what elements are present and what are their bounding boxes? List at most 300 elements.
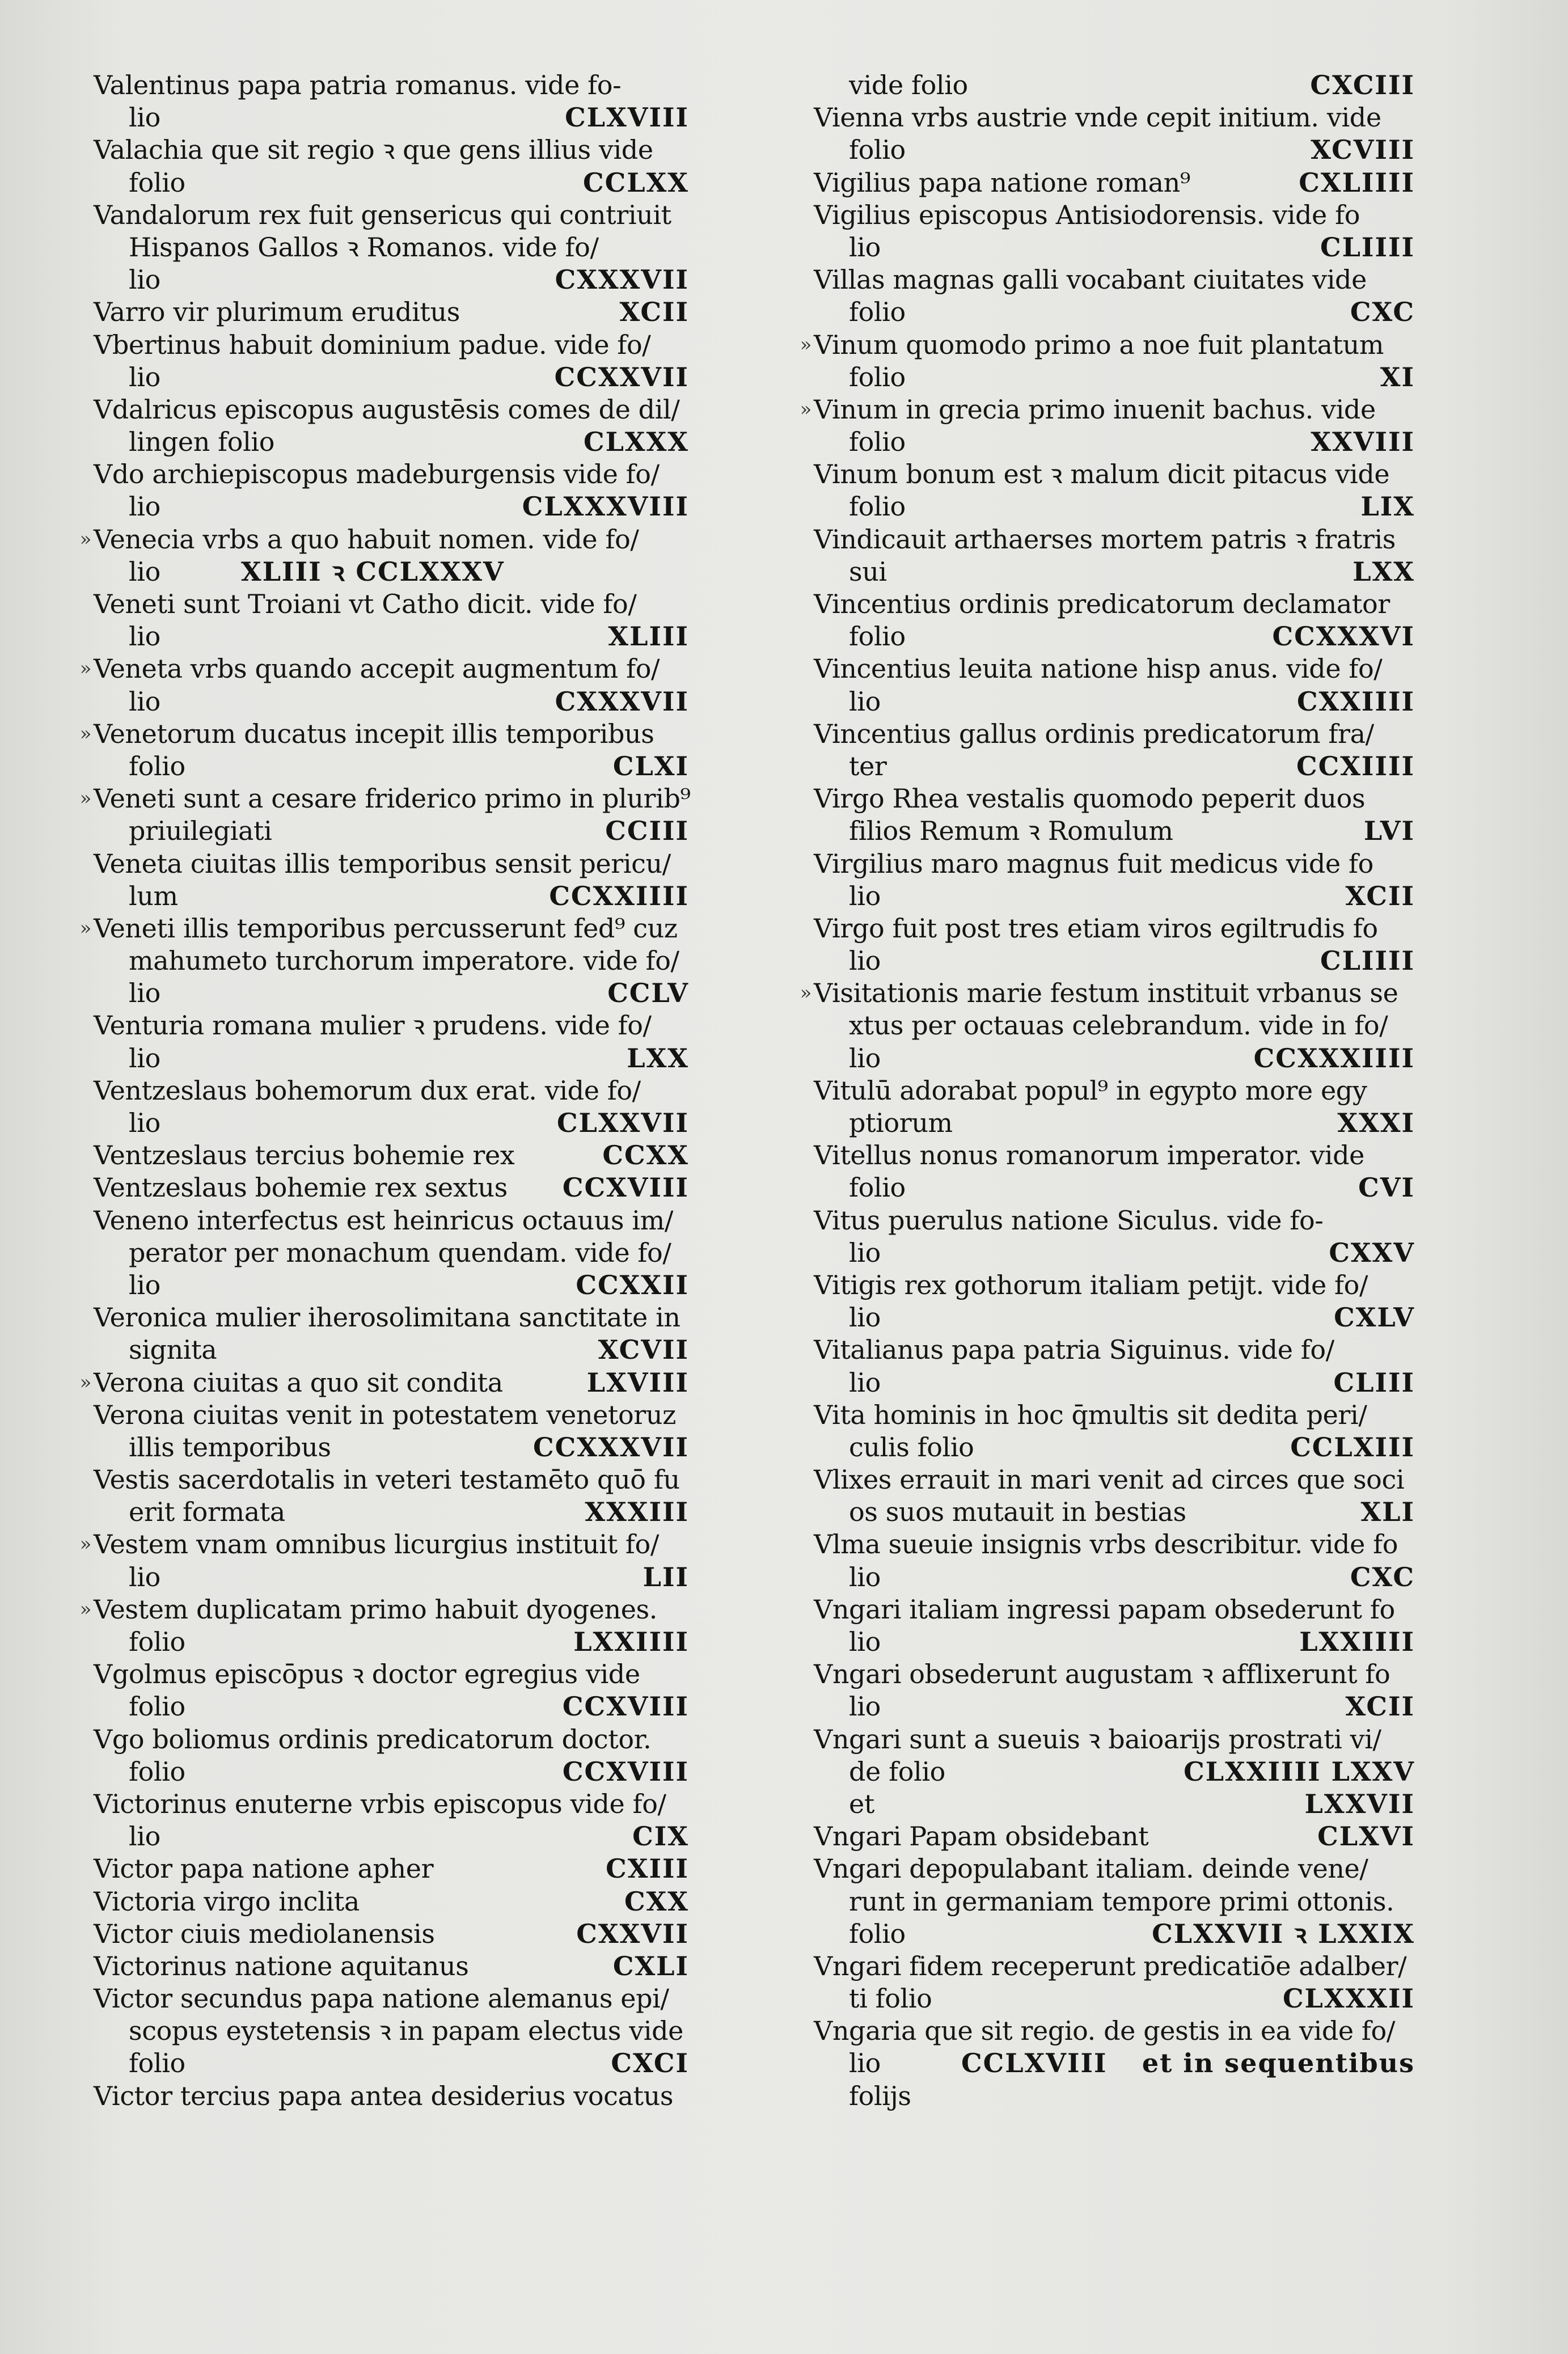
entry-heading: Vitus puerulus natione Siculus. vide fo- — [814, 1205, 1324, 1236]
index-line — [814, 1042, 1415, 1075]
entry-heading: Vincentius ordinis predicatorum declamator — [814, 589, 1390, 619]
index-line — [814, 491, 1415, 523]
index-line — [814, 1139, 1415, 1172]
entry-heading: Veneta vrbs quando accepit augmentum fo/ — [94, 653, 660, 684]
index-line — [94, 458, 689, 491]
entry-continuation: folio — [849, 134, 906, 166]
entry-heading: Vlixes errauit in mari venit ad circes que soci — [814, 1464, 1405, 1495]
index-line — [94, 426, 689, 458]
entry-heading: Victor papa natione apher — [94, 1853, 434, 1884]
entry-heading: Virgo Rhea vestalis quomodo peperit duos — [814, 783, 1366, 814]
folio-reference: XCVIII — [1311, 134, 1415, 166]
index-line — [814, 815, 1415, 847]
index-line — [814, 686, 1415, 718]
folio-reference: CLXXIIII LXXV — [1184, 1756, 1415, 1787]
folio-reference: XLIII ꝛ CCLXXXV — [241, 556, 505, 587]
margin-marker: » — [79, 722, 91, 745]
entry-continuation: illis temporibus — [129, 1431, 331, 1463]
entry-heading: Vitulū adorabat popul⁹ in egypto more egy — [814, 1075, 1367, 1106]
index-line — [814, 1658, 1415, 1691]
index-line — [94, 102, 689, 134]
entry-continuation: lio — [129, 1269, 160, 1300]
folio-reference: CXCIII — [1310, 70, 1415, 100]
folio-reference: CCLV — [607, 978, 689, 1009]
index-line — [814, 1918, 1415, 1950]
entry-heading: Virgo fuit post tres etiam viros egiltrudis fo — [814, 912, 1378, 944]
entry-heading: Varro vir plurimum eruditus — [94, 297, 460, 328]
index-line — [94, 1205, 689, 1237]
entry-continuation: runt in germaniam tempore primi ottonis. — [849, 1886, 1394, 1917]
index-line — [814, 848, 1415, 880]
folio-reference: CXLV — [1334, 1302, 1415, 1333]
entry-continuation: lio — [129, 1108, 160, 1138]
entry-continuation: scopus eystetensis ꝛ in papam electus vide — [129, 2015, 683, 2047]
index-column-left — [79, 69, 691, 2112]
entry-heading: Ventzeslaus tercius bohemie rex — [94, 1140, 515, 1171]
folio-reference: XCII — [1345, 1691, 1415, 1722]
index-line — [94, 1756, 689, 1788]
entry-continuation: folio — [849, 1918, 906, 1949]
entry-continuation: lio — [849, 1561, 881, 1592]
entry-continuation: folio — [129, 1756, 185, 1787]
folio-reference: LXXIIII — [1299, 1626, 1415, 1657]
index-line — [94, 231, 689, 264]
folio-reference: CXC — [1350, 1561, 1415, 1592]
folio-reference: LXXIIII — [573, 1626, 689, 1657]
folio-reference: CLXXXVIII — [522, 491, 689, 522]
index-line — [814, 1788, 1415, 1820]
folio-reference: CIX — [632, 1821, 689, 1852]
folio-reference: CCXVIII — [562, 1691, 689, 1722]
entry-continuation: lio — [129, 621, 160, 652]
entry-heading: Veneti sunt a cesare friderico primo in plurib⁹ — [94, 783, 691, 814]
index-line — [94, 1301, 689, 1334]
index-line — [94, 1399, 689, 1431]
index-line — [94, 686, 689, 718]
index-line — [814, 1075, 1415, 1107]
index-line — [79, 912, 689, 945]
entry-heading: Vita hominis in hoc q̄multis sit dedita peri/ — [814, 1399, 1367, 1430]
index-line — [94, 1139, 689, 1172]
index-line — [814, 750, 1415, 783]
entry-continuation: lio — [129, 1561, 160, 1592]
entry-heading: Venturia romana mulier ꝛ prudens. vide fo/ — [94, 1010, 652, 1041]
entry-heading: Victorinus natione aquitanus — [94, 1950, 469, 1981]
entry-continuation: lingen folio — [129, 426, 275, 458]
index-line — [94, 1853, 689, 1885]
index-line — [94, 1723, 689, 1756]
index-line — [94, 1658, 689, 1691]
folio-reference: CCXXIIII — [549, 880, 689, 911]
folio-reference: CLIII — [1333, 1367, 1415, 1398]
folio-reference: XCII — [619, 297, 689, 328]
entry-heading: Verona ciuitas venit in potestatem venetoruz — [94, 1399, 676, 1430]
entry-heading: Ventzeslaus bohemorum dux erat. vide fo/ — [94, 1075, 641, 1106]
entry-continuation: lio — [129, 1821, 160, 1852]
entry-continuation: folio — [849, 426, 906, 458]
index-line — [814, 1107, 1415, 1139]
index-line — [94, 815, 689, 847]
entry-continuation: folio — [129, 1691, 185, 1722]
index-line — [814, 1464, 1415, 1496]
index-line — [814, 458, 1415, 491]
folio-reference: CLXXVII — [556, 1108, 689, 1138]
entry-continuation: sui — [849, 556, 887, 587]
folio-reference: CCXXXVII — [532, 1431, 689, 1463]
entry-continuation: lio — [849, 1302, 881, 1333]
folio-reference: XCII — [1345, 880, 1415, 911]
entry-continuation: ter — [849, 750, 887, 781]
index-line — [814, 718, 1415, 750]
index-line — [814, 1009, 1415, 1042]
index-line — [94, 750, 689, 783]
folio-reference: LVI — [1363, 815, 1415, 847]
margin-marker: » — [79, 1597, 91, 1621]
entry-heading: Vigilius episcopus Antisiodorensis. vide fo — [814, 199, 1360, 230]
index-line — [94, 1886, 689, 1918]
index-line — [94, 2047, 689, 2080]
folio-reference: LXX — [627, 1042, 689, 1074]
entry-heading: Vngari sunt a sueuis ꝛ baioarijs prostrati vi/ — [814, 1723, 1381, 1755]
entry-heading: Venecia vrbs a quo habuit nomen. vide fo/ — [94, 523, 639, 555]
index-line — [814, 426, 1415, 458]
folio-reference: CCXVIII — [562, 1172, 689, 1203]
entry-continuation: lio — [129, 556, 160, 587]
index-line — [800, 329, 1415, 361]
folio-reference: XLI — [1360, 1497, 1415, 1528]
index-line — [814, 1594, 1415, 1626]
entry-heading: Vdalricus episcopus augustēsis comes de dil/ — [94, 394, 680, 425]
folio-reference: CXCI — [611, 2048, 689, 2079]
folio-reference: CXIII — [606, 1853, 689, 1884]
entry-heading: Veneno interfectus est heinricus octauus im/ — [94, 1205, 673, 1236]
index-line — [814, 1172, 1415, 1204]
entry-heading: Vincentius gallus ordinis predicatorum fra/ — [814, 718, 1374, 749]
entry-continuation: culis folio — [849, 1431, 974, 1463]
entry-heading: Valentinus papa patria romanus. vide fo- — [94, 70, 622, 100]
entry-continuation: lio — [849, 1237, 881, 1268]
index-line — [94, 264, 689, 296]
entry-continuation: ptiorum — [849, 1108, 953, 1138]
index-line — [814, 199, 1415, 231]
index-line — [94, 361, 689, 394]
entry-heading: Vngari italiam ingressi papam obsederunt fo — [814, 1594, 1395, 1625]
index-line — [814, 556, 1415, 588]
index-line — [79, 718, 689, 750]
index-line — [814, 783, 1415, 815]
index-line — [94, 2015, 689, 2047]
folio-reference: CLXVIII — [565, 102, 689, 133]
folio-reference: CVI — [1358, 1172, 1415, 1203]
entry-continuation: lio — [849, 880, 881, 911]
folio-reference: XXXI — [1337, 1108, 1415, 1138]
folio-reference: CLXVI — [1317, 1821, 1415, 1852]
index-line — [94, 1788, 689, 1820]
index-line — [814, 945, 1415, 977]
index-line — [94, 1334, 689, 1366]
entry-continuation: folio — [849, 621, 906, 652]
entry-continuation: perator per monachum quendam. vide fo/ — [129, 1237, 671, 1268]
entry-heading: Vinum quomodo primo a noe fuit plantatum — [814, 329, 1384, 360]
entry-heading: Veneti illis temporibus percusserunt fed⁹ cuz — [94, 912, 678, 944]
entry-heading: Ventzeslaus bohemie rex sextus — [94, 1172, 508, 1203]
folio-reference: XI — [1380, 361, 1415, 392]
entry-heading: Vitigis rex gothorum italiam petijt. vide fo/ — [814, 1269, 1368, 1300]
entry-heading: Vandalorum rex fuit gensericus qui contriuit — [94, 199, 671, 230]
entry-continuation: os suos mutauit in bestias — [849, 1497, 1186, 1528]
entry-continuation: lio — [849, 1042, 881, 1074]
index-column-right — [800, 69, 1415, 2112]
index-line — [94, 296, 689, 328]
index-line — [800, 977, 1415, 1009]
entry-heading: Vngari depopulabant italiam. deinde vene/ — [814, 1853, 1368, 1884]
index-line — [94, 1269, 689, 1301]
index-line — [814, 2015, 1415, 2047]
index-line — [814, 264, 1415, 296]
folio-reference: XXVIII — [1311, 426, 1415, 458]
index-line — [814, 1431, 1415, 1464]
index-line — [814, 1528, 1415, 1561]
index-line — [814, 588, 1415, 620]
entry-tail: et in sequentibus — [1142, 2048, 1415, 2079]
folio-reference: CCXXXVI — [1272, 621, 1415, 652]
folio-reference: CLXXX — [583, 426, 689, 458]
folio-reference: CXXV — [1329, 1237, 1415, 1268]
entry-heading: Vestem duplicatam primo habuit dyogenes. — [94, 1594, 657, 1625]
index-line — [94, 1626, 689, 1658]
index-line — [814, 1334, 1415, 1366]
index-line — [94, 880, 689, 912]
folio-reference: CLIIII — [1320, 945, 1415, 977]
entry-heading: Villas magnas galli vocabant ciuitates vide — [814, 264, 1367, 295]
entry-continuation: lum — [129, 880, 178, 911]
entry-continuation: lio — [849, 1367, 881, 1398]
folio-reference: LXXVII — [1304, 1788, 1415, 1819]
entry-continuation: lio — [849, 686, 881, 717]
margin-marker: » — [800, 398, 812, 421]
index-line — [94, 134, 689, 166]
folio-reference: CLIIII — [1320, 231, 1415, 263]
index-line — [94, 620, 689, 653]
index-line — [814, 1691, 1415, 1723]
folio-reference: CXC — [1350, 297, 1415, 328]
index-line — [94, 1950, 689, 1983]
entry-continuation: lio — [129, 1042, 160, 1074]
entry-continuation: lio — [849, 945, 881, 977]
entry-heading: Vbertinus habuit dominium padue. vide fo/ — [94, 329, 651, 360]
folio-reference: CXLI — [612, 1950, 689, 1981]
index-line — [94, 1042, 689, 1075]
folio-reference: LIX — [1360, 491, 1415, 522]
entry-heading: Veneti sunt Troiani vt Catho dicit. vide fo/ — [94, 589, 637, 619]
entry-continuation: xtus per octauas celebrandum. vide in fo/ — [849, 1010, 1388, 1041]
entry-heading: Vngaria que sit regio. de gestis in ea vide fo/ — [814, 2015, 1395, 2047]
folio-reference: CXXXVII — [555, 686, 689, 717]
index-line — [79, 523, 689, 556]
margin-marker: » — [79, 787, 91, 810]
entry-continuation: priuilegiati — [129, 815, 272, 847]
index-line — [814, 1723, 1415, 1756]
entry-continuation: signita — [129, 1334, 217, 1366]
entry-heading: Victorinus enuterne vrbis episcopus vide fo/ — [94, 1788, 666, 1819]
folio-reference: CCXIIII — [1296, 750, 1415, 781]
folio-reference: CCXXVII — [554, 361, 689, 392]
index-line — [814, 1269, 1415, 1301]
index-line — [94, 1075, 689, 1107]
index-line — [814, 880, 1415, 912]
index-line — [94, 1820, 689, 1853]
entry-heading: Vinum in grecia primo inuenit bachus. vide — [814, 394, 1376, 425]
index-line — [814, 1983, 1415, 2015]
index-line — [814, 1886, 1415, 1918]
entry-heading: Vlma sueuie insignis vrbs describitur. vide fo — [814, 1529, 1398, 1560]
entry-continuation: lio — [129, 361, 160, 392]
index-line — [94, 199, 689, 231]
entry-continuation: folio — [849, 1172, 906, 1203]
index-line — [94, 1237, 689, 1269]
entry-continuation: lio — [129, 102, 160, 133]
entry-continuation: lio — [129, 264, 160, 295]
entry-continuation: folio — [129, 750, 185, 781]
index-line — [814, 1496, 1415, 1528]
folio-reference: CCLXX — [583, 167, 689, 198]
entry-continuation: erit formata — [129, 1497, 285, 1528]
entry-heading: Veronica mulier iherosolimitana sanctitate in — [94, 1302, 681, 1333]
index-line — [94, 394, 689, 426]
index-line — [94, 1009, 689, 1042]
index-line — [94, 1431, 689, 1464]
entry-continuation: Hispanos Gallos ꝛ Romanos. vide fo/ — [129, 231, 599, 263]
index-line — [814, 296, 1415, 328]
index-line — [814, 1367, 1415, 1399]
entry-heading: Vitalianus papa patria Siguinus. vide fo/ — [814, 1334, 1334, 1366]
index-line — [79, 1528, 689, 1561]
entry-continuation: folio — [129, 167, 185, 198]
index-line — [94, 1918, 689, 1950]
index-line — [94, 1561, 689, 1594]
index-line — [94, 945, 689, 977]
index-line — [94, 848, 689, 880]
folio-reference: CLXXXII — [1282, 1983, 1415, 2014]
index-line — [814, 912, 1415, 945]
folio-reference: LII — [643, 1561, 689, 1592]
entry-heading: Vngari Papam obsidebant — [814, 1821, 1149, 1852]
index-line — [814, 1853, 1415, 1885]
margin-marker: » — [79, 916, 91, 940]
folio-reference: CLXXVII ꝛ LXXIX — [1152, 1918, 1415, 1949]
entry-heading: Virgilius maro magnus fuit medicus vide fo — [814, 848, 1373, 879]
index-line — [814, 1756, 1415, 1788]
entry-continuation: de folio — [849, 1756, 945, 1787]
index-line — [814, 1399, 1415, 1431]
index-line — [814, 69, 1415, 102]
folio-reference: LXX — [1353, 556, 1415, 587]
index-line — [800, 394, 1415, 426]
folio-reference: CCXVIII — [562, 1756, 689, 1787]
entry-continuation: lio — [129, 491, 160, 522]
margin-marker: » — [800, 333, 812, 356]
entry-continuation: vide folio — [849, 70, 968, 100]
margin-marker: » — [79, 1533, 91, 1556]
index-line — [94, 1691, 689, 1723]
folio-reference: CLXI — [612, 750, 689, 781]
index-line — [814, 2047, 1415, 2080]
entry-heading: Victor tercius papa antea desiderius vocatus — [94, 2080, 674, 2111]
index-line — [814, 2080, 1415, 2112]
entry-continuation: lio — [849, 1626, 881, 1657]
margin-marker: » — [79, 657, 91, 681]
index-line — [94, 329, 689, 361]
index-line — [94, 1464, 689, 1496]
entry-continuation: lio — [129, 686, 160, 717]
margin-marker: » — [800, 982, 812, 1005]
entry-heading: Vestem vnam omnibus licurgius instituit fo/ — [94, 1529, 659, 1560]
index-line — [814, 102, 1415, 134]
entry-continuation: et — [849, 1788, 874, 1819]
entry-continuation: folio — [129, 2048, 185, 2079]
entry-continuation: lio — [849, 2048, 881, 2079]
index-line — [94, 1172, 689, 1204]
index-line — [94, 1107, 689, 1139]
entry-continuation: lio — [129, 978, 160, 1009]
folio-reference: XLIII — [608, 621, 689, 652]
index-line — [814, 1237, 1415, 1269]
entry-heading: Vestis sacerdotalis in veteri testamēto quō fu — [94, 1464, 680, 1495]
entry-continuation: lio — [849, 1691, 881, 1722]
entry-heading: Valachia que sit regio ꝛ que gens illius vide — [94, 134, 653, 166]
entry-heading: Victoria virgo inclita — [94, 1886, 360, 1917]
entry-heading: Vigilius papa natione roman⁹ — [814, 167, 1190, 198]
folio-reference: CXLIIII — [1299, 167, 1415, 198]
index-line — [814, 1950, 1415, 1983]
entry-heading: Vincentius leuita natione hisp anus. vide fo/ — [814, 653, 1383, 684]
folio-reference: CCXXXIIII — [1253, 1042, 1415, 1074]
folio-reference: LXVIII — [586, 1367, 689, 1398]
index-line — [94, 977, 689, 1009]
folio-reference: CXXVII — [576, 1918, 689, 1949]
index-line — [814, 167, 1415, 199]
folio-reference: CXX — [624, 1886, 689, 1917]
entry-heading: Vdo archiepiscopus madeburgensis vide fo/ — [94, 459, 660, 490]
entry-heading: Vngari obsederunt augustam ꝛ afflixerunt fo — [814, 1659, 1391, 1690]
entry-heading: Vindicauit arthaerses mortem patris ꝛ fratris — [814, 523, 1396, 555]
folio-reference: CXXXVII — [555, 264, 689, 295]
entry-continuation: folio — [849, 491, 906, 522]
index-line — [94, 491, 689, 523]
index-line — [79, 1367, 689, 1399]
entry-heading: Vitellus nonus romanorum imperator. vide — [814, 1140, 1364, 1171]
entry-continuation: lio — [849, 231, 881, 263]
margin-marker: » — [79, 1371, 91, 1394]
folio-reference: XCVII — [598, 1334, 689, 1366]
entry-heading: Victor ciuis mediolanensis — [94, 1918, 435, 1949]
index-line — [94, 1983, 689, 2015]
index-line — [814, 231, 1415, 264]
entry-continuation: mahumeto turchorum imperatore. vide fo/ — [129, 945, 679, 977]
folio-reference: CCXX — [602, 1140, 689, 1171]
index-line — [814, 620, 1415, 653]
index-line — [94, 556, 689, 588]
index-line — [94, 2080, 689, 2112]
entry-heading: Veneta ciuitas illis temporibus sensit pericu/ — [94, 848, 671, 879]
entry-heading: Vgo boliomus ordinis predicatorum doctor. — [94, 1723, 652, 1755]
index-line — [814, 1561, 1415, 1594]
index-line — [79, 1594, 689, 1626]
index-line — [814, 1626, 1415, 1658]
folio-reference: XXXIII — [585, 1497, 689, 1528]
index-line — [814, 1205, 1415, 1237]
index-line — [814, 361, 1415, 394]
